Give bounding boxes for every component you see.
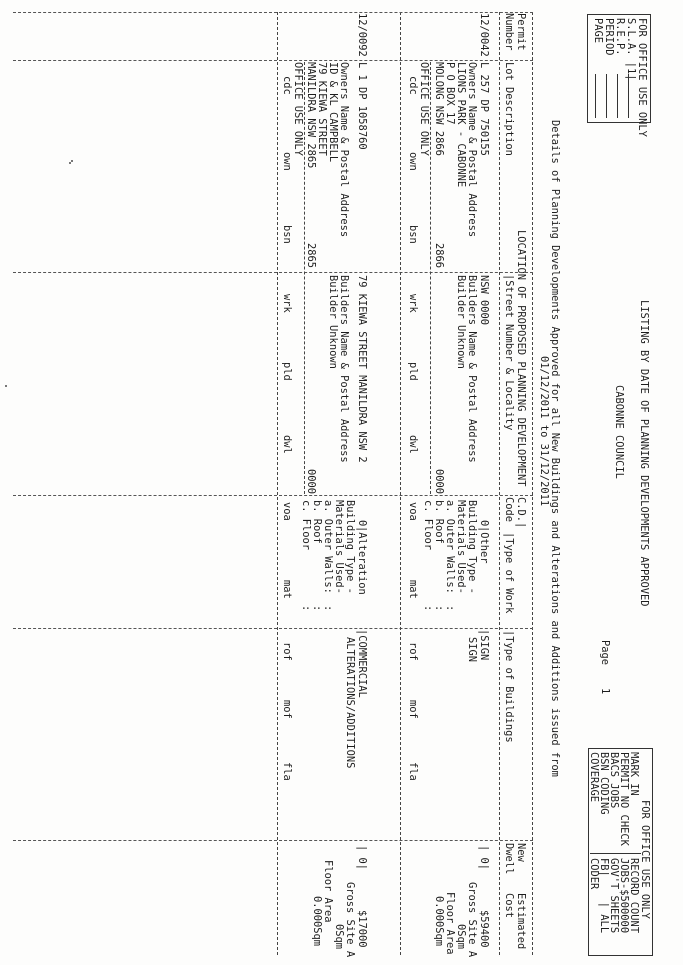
office-use-label: OFFICE USE ONLY [292,62,304,156]
header-rule-top [532,12,533,955]
new-dwell: | 0| [356,845,368,871]
office-code-mof: mof [281,700,293,719]
gross-site-area-value: 0Sqm [455,924,467,950]
materials-line: Materials Used- [333,500,345,594]
record-separator [400,12,401,955]
materials-line: Building Type - [344,500,356,594]
office-use-right-right-line: GOV'T SHEETS [608,858,620,934]
scan-speck [72,160,74,162]
office-use-left-line: PAGE [592,18,604,44]
owner-line: Owners Name & Postal Address [338,62,350,238]
type-of-building-detail: ALTERATIONS/ADDITIONS [344,637,356,769]
office-code-dwl: dwl [281,435,293,454]
office-use-left-line: S.L.A. |1| [625,18,637,81]
gross-site-area-value: 0Sqm [333,924,345,950]
builder-postcode: 0000 [305,469,317,495]
lot-description: L 1 DP 1058760 [356,62,368,150]
office-use-right-right-line: RECORD COUNT [628,858,640,934]
column-divider [13,60,533,61]
builder-line: Builder Unknown [455,275,467,369]
estimated-cost: $59400 [478,910,490,948]
materials-line: Building Type - [466,500,478,594]
street-locality: 79 KIEWA STREET MANILDRA NSW 2 [356,275,368,463]
owner-line: MOLONG NSW 2866 [433,62,445,156]
office-use-divider [590,853,641,854]
office-code-bsn: bsn [407,225,419,244]
materials-line: a. Outer Walls: [444,500,456,594]
street-locality: NSW 0000 [478,275,490,326]
materials-mark: : [311,605,323,612]
column-divider [13,495,533,496]
council-name: CABONNE COUNCIL [613,385,625,479]
office-code-rof: rof [407,642,419,661]
office-code-voa: voa [281,502,293,521]
materials-mark: : [444,605,456,612]
owner-line: Owners Name & Postal Address [466,62,478,238]
office-use-right-left-line: COVERAGE [588,752,600,803]
gross-site-area-label: Gross Site A [344,882,356,958]
owner-postcode: 2865 [305,243,317,269]
owner-line: P O BOX 17 [444,62,456,125]
permit-number: 12/0092 [356,13,368,57]
builder-line: Builders Name & Postal Address [466,275,478,463]
office-use-right-left-line: MARK IN [628,752,640,796]
office-code-cdc: cdc [281,76,293,95]
column-type-of-buildings: |Type of Buildings [503,630,515,743]
office-use-fill-line [617,74,618,118]
office-code-wrk: wrk [281,294,293,313]
materials-line: b. Roof [311,500,323,544]
owner-line: LIONS PARK - CABONNE [455,62,467,188]
office-code-voa: voa [407,502,419,521]
column-divider [13,840,533,841]
listing-title: LISTING BY DATE OF PLANNING DEVELOPMENTS APPROVED [638,300,650,607]
owner-line: 79 KIEWA STREET [316,62,328,156]
header-rule-bottom [499,12,500,955]
record-separator [277,12,278,955]
office-use-fill-line [595,74,596,118]
floor-area-label: Floor Area [444,892,456,955]
office-code-rof: rof [281,642,293,661]
estimated-cost: $17000 [356,910,368,948]
office-code-pld: pld [281,362,293,381]
office-code-mat: mat [407,580,419,599]
left-border [13,12,533,13]
floor-area-value: 0.000Sqm [433,896,445,947]
office-use-fill-line [628,74,629,118]
office-use-right-left-line: BSN CODING [598,752,610,815]
type-of-work: |Alteration [356,526,368,595]
office-use-right-left-line: BACS JOBS [608,752,620,809]
office-use-label: OFFICE USE ONLY [418,62,430,156]
office-code-cdc: cdc [407,76,419,95]
floor-area-label: Floor Area [322,860,334,923]
floor-area-value: 0.000Sqm [311,896,323,947]
builder-line: Builder Unknown [327,275,339,369]
office-use-fill-line [606,74,607,118]
materials-line: c. Floor [422,500,434,551]
materials-mark: : [300,605,312,612]
page-number: 1 [599,688,611,695]
office-code-bsn: bsn [281,225,293,244]
office-use-left-line: FOR OFFICE USE ONLY [636,18,648,137]
owner-postcode: 2866 [433,243,445,269]
cd-code: 0 [356,520,368,527]
type-of-work: |Other [478,526,490,564]
page-label: Page [599,640,611,666]
materials-mark: : [422,605,434,612]
details-line: Details of Planning Developments Approved for all New Buildings and Alterations and Additions issued from [549,120,561,777]
materials-line: Materials Used- [455,500,467,594]
column-location-title: LOCATION OF PROPOSED PLANNING DEVELOPMENT [515,230,527,487]
permit-number: 12/0042 [478,13,490,57]
type-of-building: |SIGN [478,629,490,661]
office-use-rule [304,62,305,494]
office-code-fla: fla [407,762,419,781]
column-estimated-cost: Estimated Cost [503,893,527,950]
column-street-locality: |Street Number & Locality [503,274,515,431]
column-cd-code: C.D.| Code [503,497,527,529]
column-lot-description: Lot Description [503,62,515,156]
office-code-mat: mat [281,580,293,599]
column-type-of-work: |Type of Work [503,532,515,614]
owner-line: MANILDRA NSW 2865 [305,62,317,169]
materials-building-type: SIGN [466,637,478,663]
materials-line: c. Floor [300,500,312,551]
column-new-dwell: New Dwell [503,843,527,875]
office-use-rule [430,62,431,494]
column-permit-number: Permit Number [503,13,527,51]
office-code-fla: fla [281,762,293,781]
date-range: 01/12/2011 to 31/12/2011 [538,356,550,507]
office-use-right-right-line: FB| | ALL [598,858,610,934]
cd-code: 0 [478,520,490,527]
office-use-left-line: R.E.P. [614,18,626,56]
column-divider [13,628,533,629]
office-code-mof: mof [407,700,419,719]
owner-line: ID & KL CAMPBELL [327,62,339,163]
builder-postcode: 0000 [433,469,445,495]
new-dwell: | 0| [478,845,490,871]
materials-line: b. Roof [433,500,445,544]
office-use-right-left-line: PERMIT NO CHECK [618,752,630,846]
office-use-left-line: PERIOD [603,18,615,56]
materials-mark: : [322,605,334,612]
builder-line: Builders Name & Postal Address [338,275,350,463]
scan-speck [6,385,8,387]
office-use-right-right-line: JOBS-$500000 [618,858,630,934]
scan-speck [70,162,72,164]
materials-line: a. Outer Walls: [322,500,334,594]
office-code-pld: pld [407,362,419,381]
office-use-right-title: FOR OFFICE USE ONLY [639,800,651,919]
lot-description: L 257 DP 750155 [478,62,490,156]
type-of-building: |COMMERCIAL [356,629,368,698]
office-use-right-right-line: CODER [588,858,600,890]
office-code-own: own [281,152,293,171]
column-divider [13,272,533,273]
materials-mark: : [433,605,445,612]
gross-site-area-label: Gross Site A [466,882,478,958]
office-code-dwl: dwl [407,435,419,454]
office-code-wrk: wrk [407,294,419,313]
office-code-own: own [407,152,419,171]
